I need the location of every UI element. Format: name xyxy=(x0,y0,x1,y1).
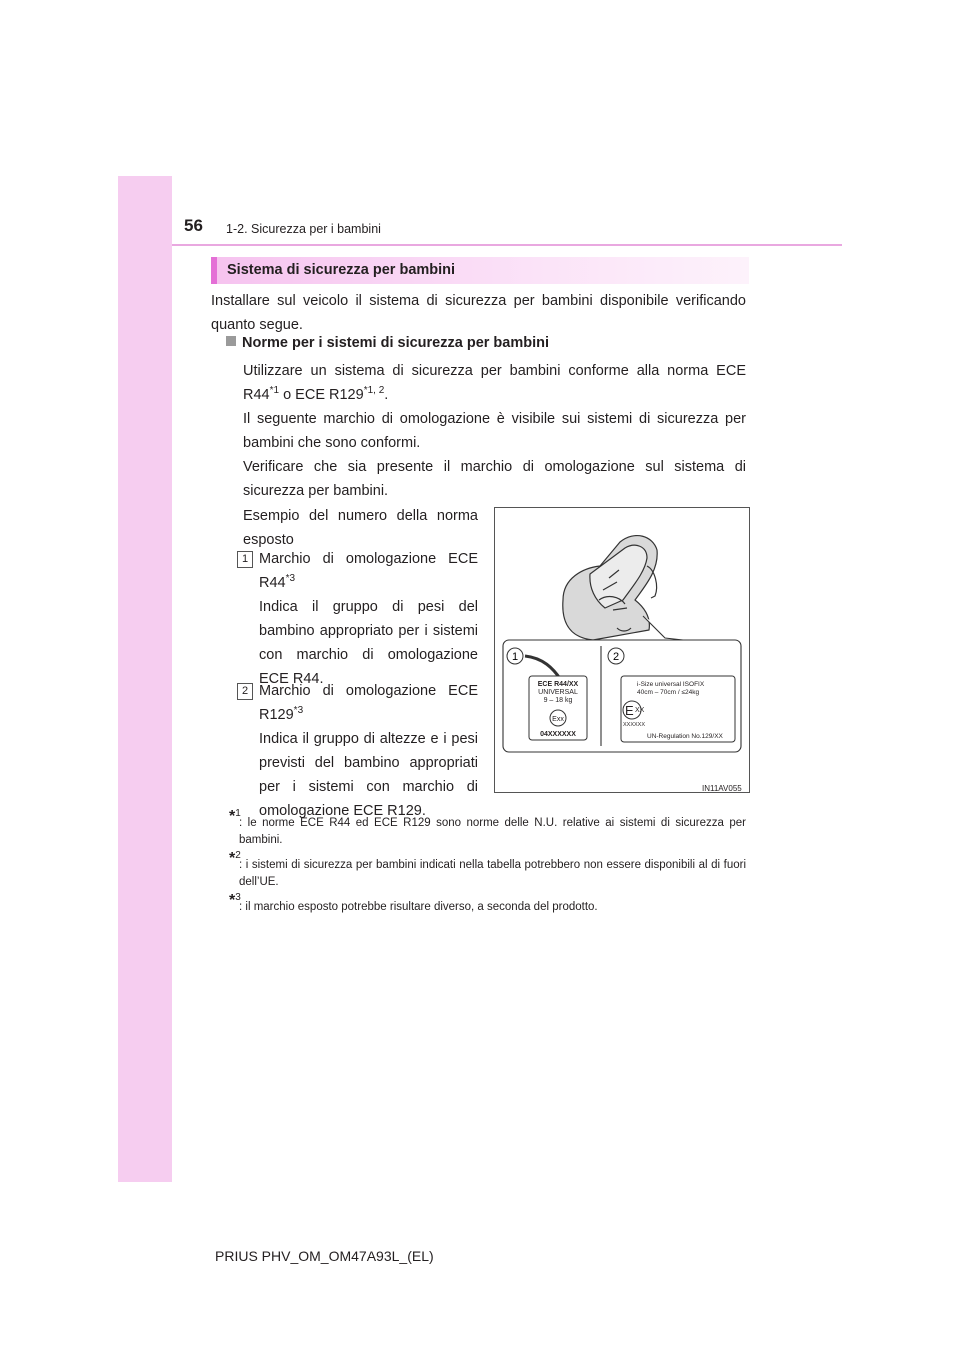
r44-label-line-2: UNIVERSAL xyxy=(538,689,578,696)
r44-e-mark: Exx xyxy=(552,716,564,723)
document-footer: PRIUS PHV_OM_OM47A93L_(EL) xyxy=(215,1248,434,1264)
item-2-description: Indica il gruppo di altezze e i pesi previsti del bambino appropriati per i sistemi con marchio di omologazione ECE R129. xyxy=(259,731,478,819)
subsection-title: Norme per i sistemi di sicurezza per bambini xyxy=(242,335,550,351)
child-seat-illustration xyxy=(495,508,749,792)
item-1-description: Indica il gruppo di pesi del bambino appropriato per i sistemi con marchio di omologazione ECE R44. xyxy=(259,599,478,687)
r129-e-mark: E xyxy=(625,703,634,718)
standards-paragraph: Utilizzare un sistema di sicurezza per bambini conforme alla norma ECE R44$^{*1}$ o ECE R129$^{*1, 2}$. xyxy=(243,363,746,403)
callout-1: 1 xyxy=(511,651,519,663)
footnote-2: : i sistemi di sicurezza per bambini indicati nella tabella potrebbero non essere disponibili al di fuori dell’UE. xyxy=(239,859,746,888)
r44-label-line-3: 9 – 18 kg xyxy=(543,697,573,704)
example-paragraph: Esempio del numero della norma esposto xyxy=(243,508,478,548)
chapter-title: 1-2. Sicurezza per i bambini xyxy=(226,222,381,236)
header-rule xyxy=(172,244,842,246)
section-title: Sistema di sicurezza per bambini xyxy=(227,262,456,278)
verify-paragraph: Verificare che sia presente il marchio di omologazione sul sistema di sicurezza per bambini. xyxy=(243,459,746,499)
footnote-1-mark: *$^1$ xyxy=(229,808,241,825)
item-1-title: Marchio di omologazione ECE R44$^{*3}$ xyxy=(259,551,478,591)
footnote-3: : il marchio esposto potrebbe risultare diverso, a seconda del prodotto. xyxy=(239,901,598,913)
r129-code: XXXXXX xyxy=(623,722,646,728)
page-margin-band xyxy=(118,176,172,1182)
item-2-title: Marchio di omologazione ECE R129$^{*3}$ xyxy=(259,683,478,723)
mark-visible-paragraph: Il seguente marchio di omologazione è visibile sui sistemi di sicurezza per bambini che sono conformi. xyxy=(243,411,746,451)
footnote-1: : le norme ECE R44 ed ECE R129 sono norme delle N.U. relative ai sistemi di sicurezza per bambini. xyxy=(239,817,746,846)
r44-code: 04XXXXXX xyxy=(540,731,576,738)
figure-code: IN11AV055 xyxy=(702,784,742,793)
item-number-1: 1 xyxy=(237,551,253,568)
r129-regulation: UN-Regulation No.129/XX xyxy=(647,733,723,740)
section-heading xyxy=(211,257,749,284)
approval-mark-figure xyxy=(494,507,750,793)
r129-label-line-1: i-Size universal ISOFIX xyxy=(637,681,705,688)
footnote-3-mark: *$^3$ xyxy=(229,892,241,909)
subsection-heading xyxy=(226,335,549,351)
callout-2: 2 xyxy=(612,651,620,663)
page-number: 56 xyxy=(184,216,203,235)
r129-label-line-2: 40cm – 70cm / ≤24kg xyxy=(637,689,700,696)
item-number-2: 2 xyxy=(237,683,253,700)
square-bullet-icon xyxy=(226,336,236,346)
intro-text: Installare sul veicolo il sistema di sicurezza per bambini disponibile verificando quanto segue. xyxy=(211,293,746,333)
r44-label-line-1: ECE R44/XX xyxy=(537,681,579,688)
footnote-2-mark: *$^2$ xyxy=(229,850,241,867)
r129-e-mark-sub: XX xyxy=(635,707,645,714)
